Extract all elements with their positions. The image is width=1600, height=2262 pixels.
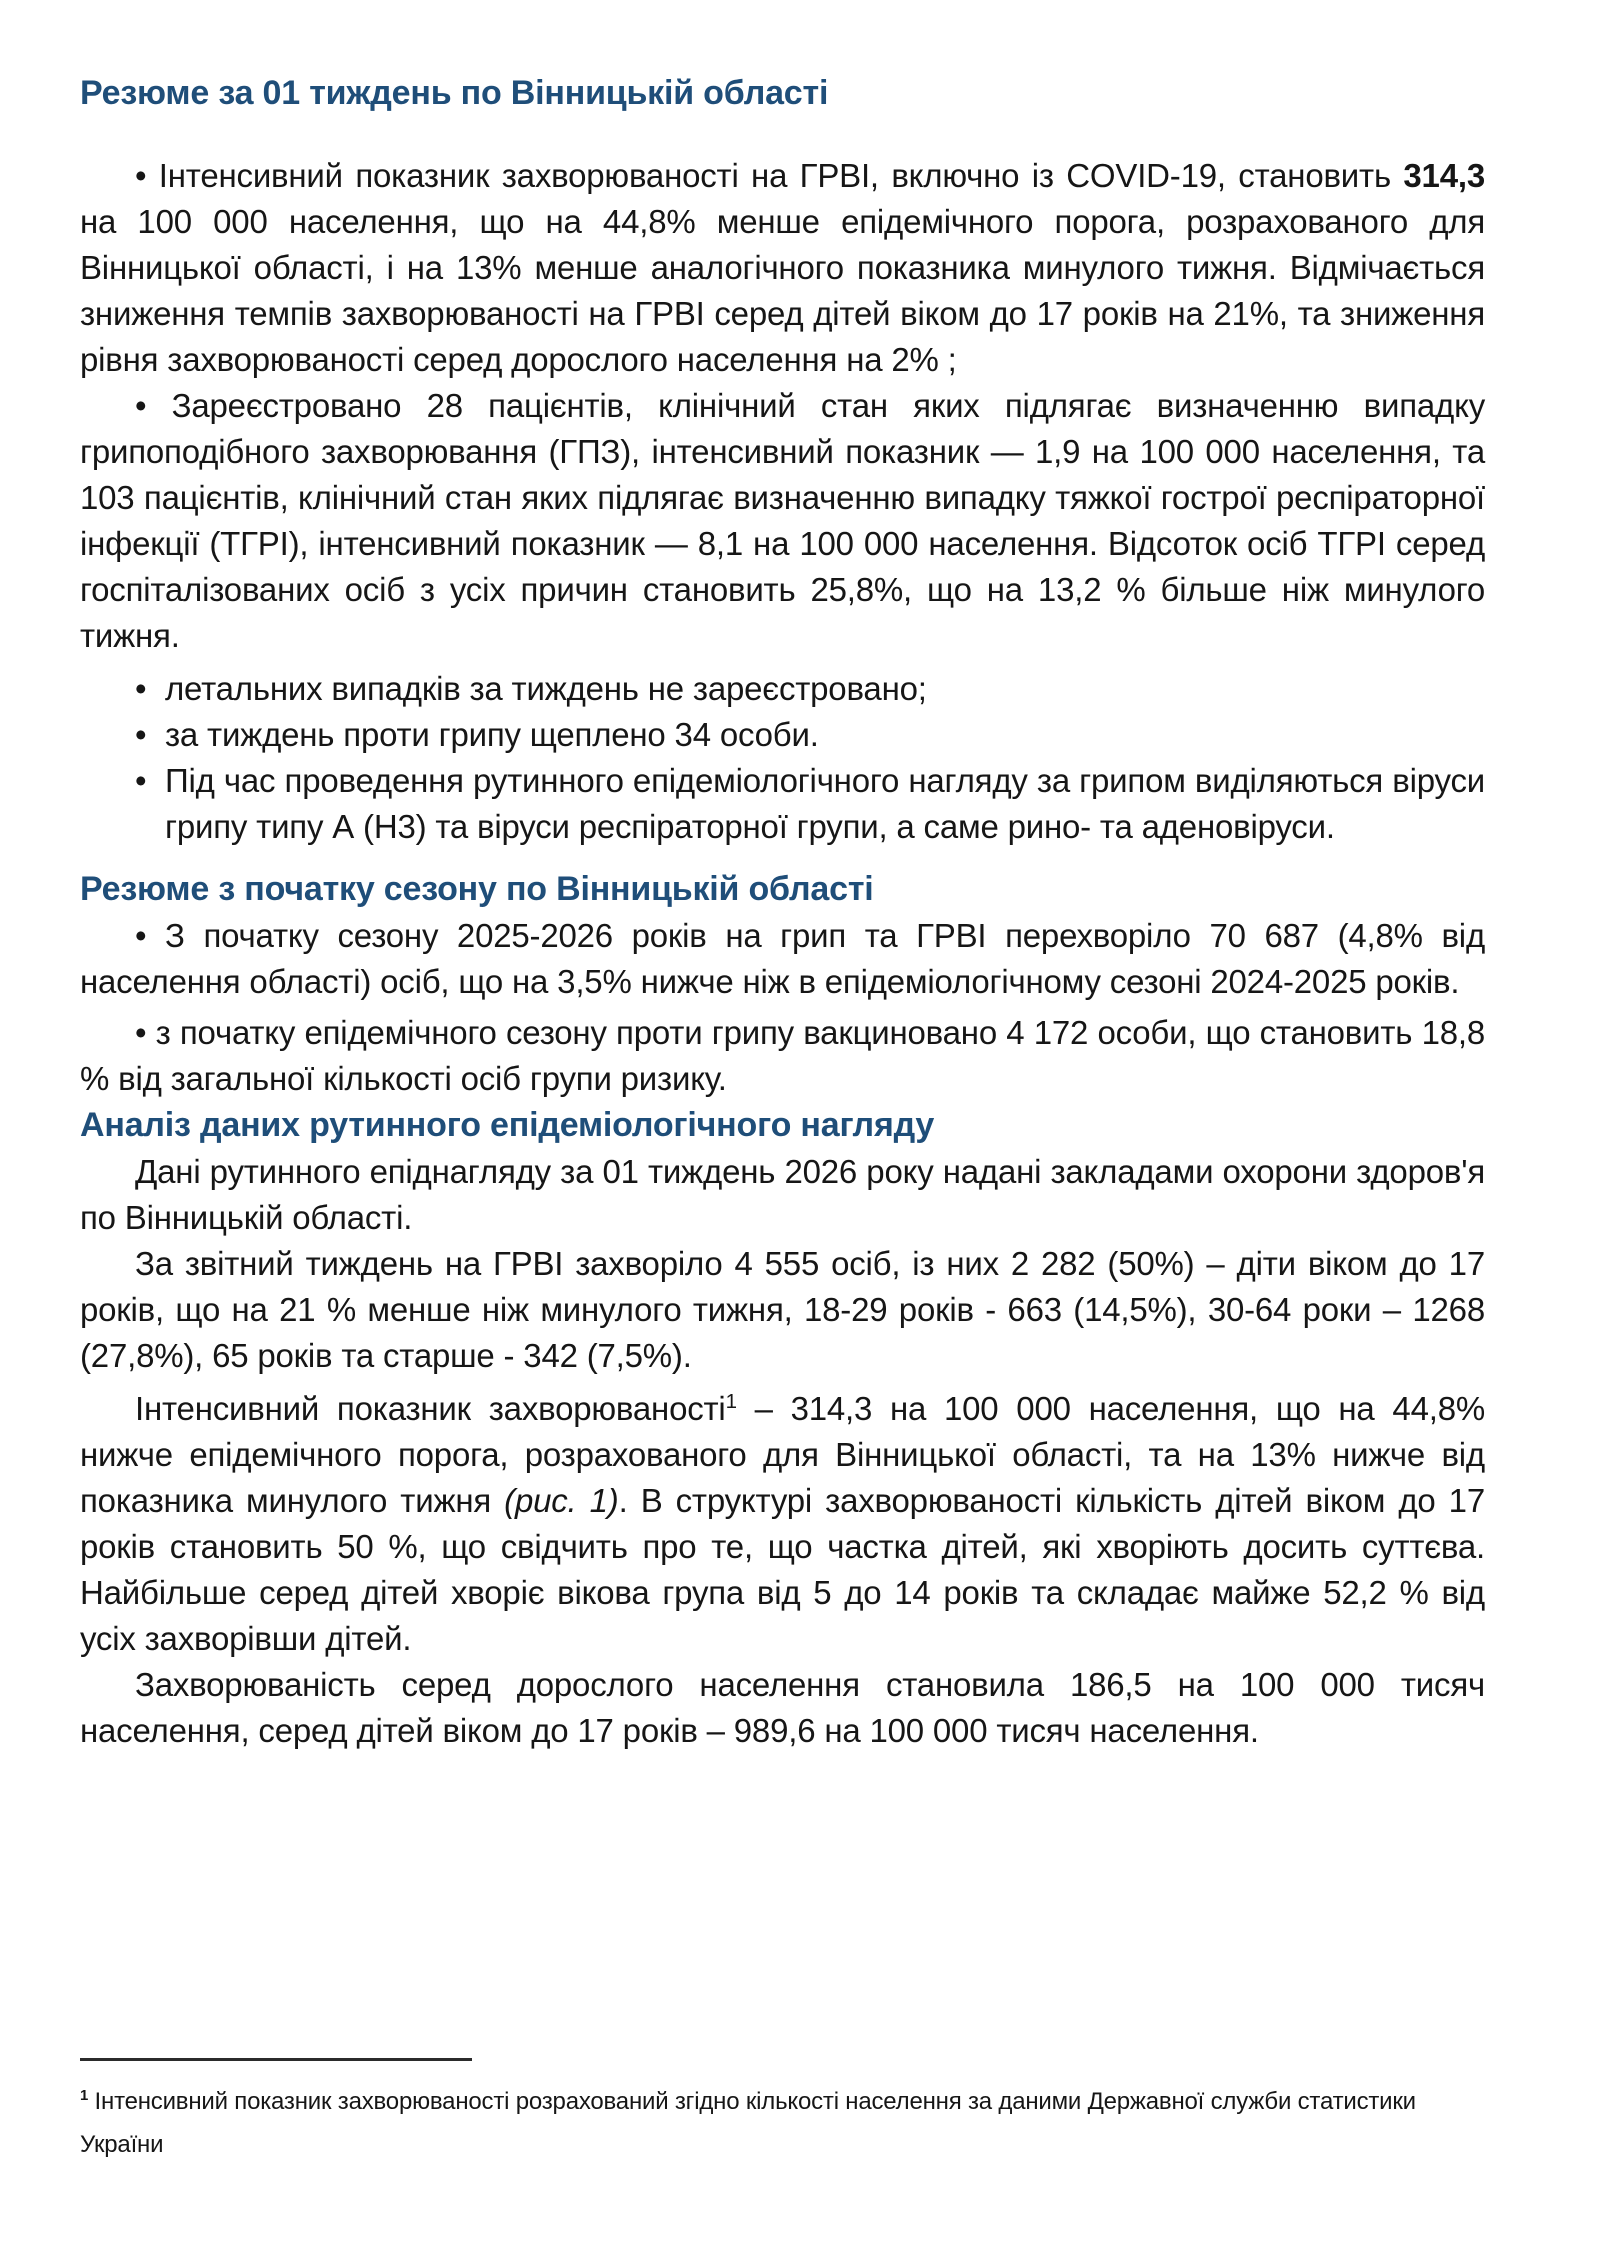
footnote-block <box>80 2058 1485 2166</box>
footnote-text <box>80 2075 1485 2166</box>
bullet-item-vaccinated-week <box>80 712 1485 758</box>
paragraph-rest: на 100 000 населення, що на 44,8% менше епідемічного порога, розрахованого для Вінницької області, і на 13% менше аналогічного показника минулого тижня. Відмічається зниження темпів захворюваності на ГРВІ серед дітей віком до 17 років на 21%, та зниження рівня захворюваності серед дорослого населення на 2% ; <box>80 203 1485 378</box>
section-heading-week-summary: Резюме за 01 тиждень по Вінницькій області <box>80 74 829 112</box>
bullet-icon: • <box>135 670 147 707</box>
bullet-icon: • <box>135 716 147 753</box>
footnote-separator <box>80 2058 472 2061</box>
figure-reference: (рис. 1) <box>504 1482 619 1519</box>
section-heading-analysis: Аналіз даних рутинного епідеміологічного нагляду <box>80 1106 935 1144</box>
bullet-item-viruses <box>80 758 1485 850</box>
paragraph-mid: – 314,3 на 100 000 населення, що на 44,8% нижче епідемічного порога, розрахованого для Вінницької області, та на 13% нижче від показника минулого тижня <box>80 1390 1485 1519</box>
bullet-icon: • <box>135 762 147 799</box>
paragraph-season-vaccination: • з початку епідемічного сезону проти грипу вакциновано 4 172 особи, що становить 18,8 % від загальної кількості осіб групи ризику. <box>80 1014 1485 1097</box>
footnote-reference: 1 <box>725 1390 737 1413</box>
footnote-marker: 1 <box>80 2088 89 2104</box>
paragraph-intensity-detail <box>80 1379 1485 1662</box>
paragraph-lead: • Інтенсивний показник захворюваності на ГРВІ, включно із COVID-19, становить <box>135 157 1404 194</box>
paragraph-adult-child-rates: Захворюваність серед дорослого населення становила 186,5 на 100 000 тисяч населення, серед дітей віком до 17 років – 989,6 на 100 000 тисяч населення. <box>80 1666 1485 1749</box>
footnote-body: Інтенсивний показник захворюваності розрахований згідно кількості населення за даними Державної служби статистики України <box>80 2088 1416 2158</box>
document-content <box>80 0 1485 1754</box>
section-heading-season-summary: Резюме з початку сезону по Вінницькій області <box>80 870 874 908</box>
week-bullet-list <box>80 666 1485 850</box>
bullet-text: за тиждень проти грипу щеплено 34 особи. <box>165 716 819 753</box>
paragraph-incidence-week <box>80 153 1485 383</box>
bullet-text: Під час проведення рутинного епідеміологічного нагляду за грипом виділяються віруси грипу типу А (Н3) та віруси респіраторної групи, а саме рино- та аденовіруси. <box>165 762 1485 845</box>
paragraph-ili-sari: • Зареєстровано 28 пацієнтів, клінічний стан яких підлягає визначенню випадку грипоподібного захворювання (ГПЗ), інтенсивний показник — 1,9 на 100 000 населення, та 103 пацієнтів, клінічний стан яких підлягає визначенню випадку тяжкої гострої респіраторної інфекції (ТГРІ), інтенсивний показник — 8,1 на 100 000 населення. Відсоток осіб ТГРІ серед госпіталізованих осіб з усіх причин становить 25,8%, що на 13,2 % більше ніж минулого тижня. <box>80 387 1485 654</box>
bullet-item-lethal <box>80 666 1485 712</box>
paragraph-age-breakdown: За звітний тиждень на ГРВІ захворіло 4 555 осіб, із них 2 282 (50%) – діти віком до 17 років, що на 21 % менше ніж минулого тижня, 18-29 років - 663 (14,5%), 30-64 роки – 1268 (27,8%), 65 років та старше - 342 (7,5%). <box>80 1245 1485 1374</box>
paragraph-data-source: Дані рутинного епіднагляду за 01 тиждень 2026 року надані закладами охорони здоров'я по Вінницькій області. <box>80 1153 1485 1236</box>
paragraph-lead: Інтенсивний показник захворюваності <box>135 1390 726 1427</box>
incidence-value-bold: 314,3 <box>1403 157 1485 194</box>
paragraph-rest: . В структурі захворюваності кількість дітей віком до 17 років становить 50 %, що свідчить про те, що частка дітей, які хворіють досить суттєва. Найбільше серед дітей хворіє вікова група від 5 до 14 років та складає майже 52,2 % від усіх захворівши дітей. <box>80 1482 1485 1657</box>
bullet-text: летальних випадків за тиждень не зареєстровано; <box>165 670 927 707</box>
paragraph-season-cases: • З початку сезону 2025-2026 років на грип та ГРВІ перехворіло 70 687 (4,8% від населення області) осіб, що на 3,5% нижче ніж в епідеміологічному сезоні 2024-2025 років. <box>80 917 1485 1000</box>
